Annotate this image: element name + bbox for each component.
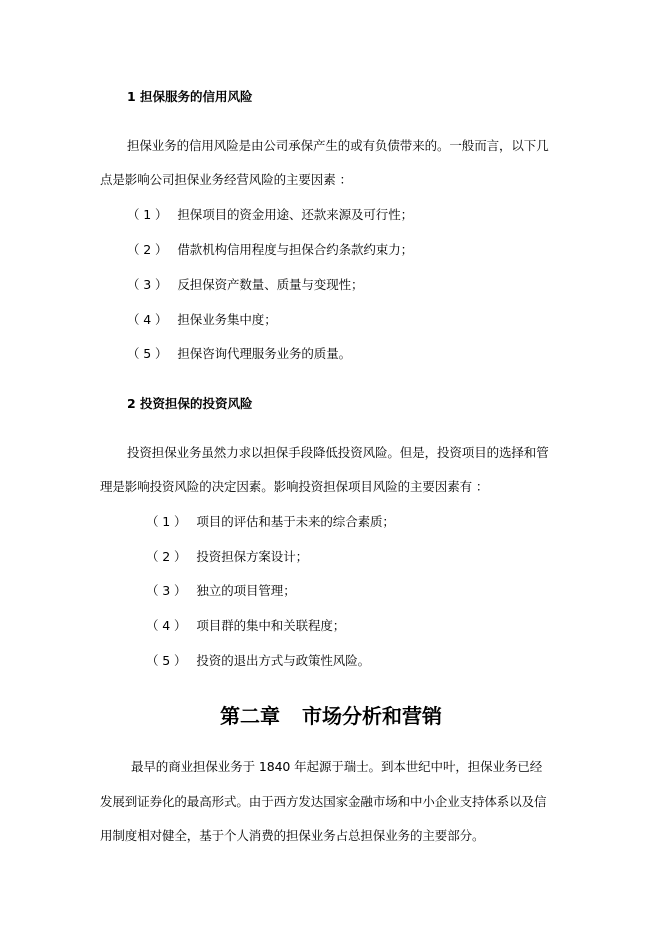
list-item-number: （ 2 ） xyxy=(146,549,187,564)
intro-paragraph-line: 最早的商业担保业务于 1840 年起源于瑞士。到本世纪中叶，担保业务已经 xyxy=(131,759,543,774)
section1-paragraph-line: 点是影响公司担保业务经营风险的主要因素 ： xyxy=(100,172,352,187)
list-item-number: （ 1 ） xyxy=(146,514,187,529)
section1-list-item xyxy=(127,241,413,259)
intro-paragraph-line: 发展到证券化的最高形式。由于西方发达国家金融市场和中小企业支持体系以及信 xyxy=(100,794,547,809)
list-item-text: 担保咨询代理服务业务的质量。 xyxy=(177,346,352,361)
section2-list-item xyxy=(146,513,395,531)
section2-list-item xyxy=(146,617,345,635)
section2-list-item xyxy=(146,582,296,600)
list-item-text: 投资担保方案设计； xyxy=(196,549,309,564)
list-item-number: （ 2 ） xyxy=(127,242,168,257)
section2-paragraph-line: 理是影响投资风险的决定因素。影响投资担保项目风险的主要因素有 ： xyxy=(100,479,489,494)
list-item-number: （ 4 ） xyxy=(127,312,168,327)
list-item-text: 反担保资产数量、质量与变现性； xyxy=(177,277,364,292)
list-item-text: 担保业务集中度； xyxy=(177,312,277,327)
section2-list-item xyxy=(146,652,370,670)
section2-list-item xyxy=(146,548,308,566)
list-item-text: 担保项目的资金用途、还款来源及可行性； xyxy=(177,207,414,222)
list-item-text: 借款机构信用程度与担保合约条款约束力； xyxy=(177,242,414,257)
section1-list-item xyxy=(127,311,277,329)
chapter-number: 第二章 xyxy=(220,704,280,728)
section1-paragraph-line: 担保业务的信用风险是由公司承保产生的或有负债带来的。一般而言，以下几 xyxy=(127,138,549,153)
list-item-number: （ 1 ） xyxy=(127,207,168,222)
section1-heading: 1 担保服务的信用风险 xyxy=(127,89,253,104)
list-item-number: （ 3 ） xyxy=(146,583,187,598)
section2-heading: 2 投资担保的投资风险 xyxy=(127,396,253,411)
list-item-text: 独立的项目管理； xyxy=(196,583,296,598)
list-item-number: （ 5 ） xyxy=(127,346,168,361)
section1-list-item xyxy=(127,276,363,294)
list-item-text: 项目群的集中和关联程度； xyxy=(196,618,346,633)
section2-paragraph-line: 投资担保业务虽然力求以担保手段降低投资风险。但是，投资项目的选择和管 xyxy=(127,445,549,460)
list-item-text: 项目的评估和基于未来的综合素质； xyxy=(196,514,395,529)
chapter-name: 市场分析和营销 xyxy=(302,704,442,728)
section1-list-item xyxy=(127,206,413,224)
section1-list-item xyxy=(127,345,351,363)
intro-paragraph-line: 用制度相对健全，基于个人消费的担保业务占总担保业务的主要部分。 xyxy=(100,828,485,843)
list-item-number: （ 3 ） xyxy=(127,277,168,292)
list-item-text: 投资的退出方式与政策性风险。 xyxy=(196,653,371,668)
list-item-number: （ 4 ） xyxy=(146,618,187,633)
chapter-title xyxy=(0,702,662,730)
list-item-number: （ 5 ） xyxy=(146,653,187,668)
